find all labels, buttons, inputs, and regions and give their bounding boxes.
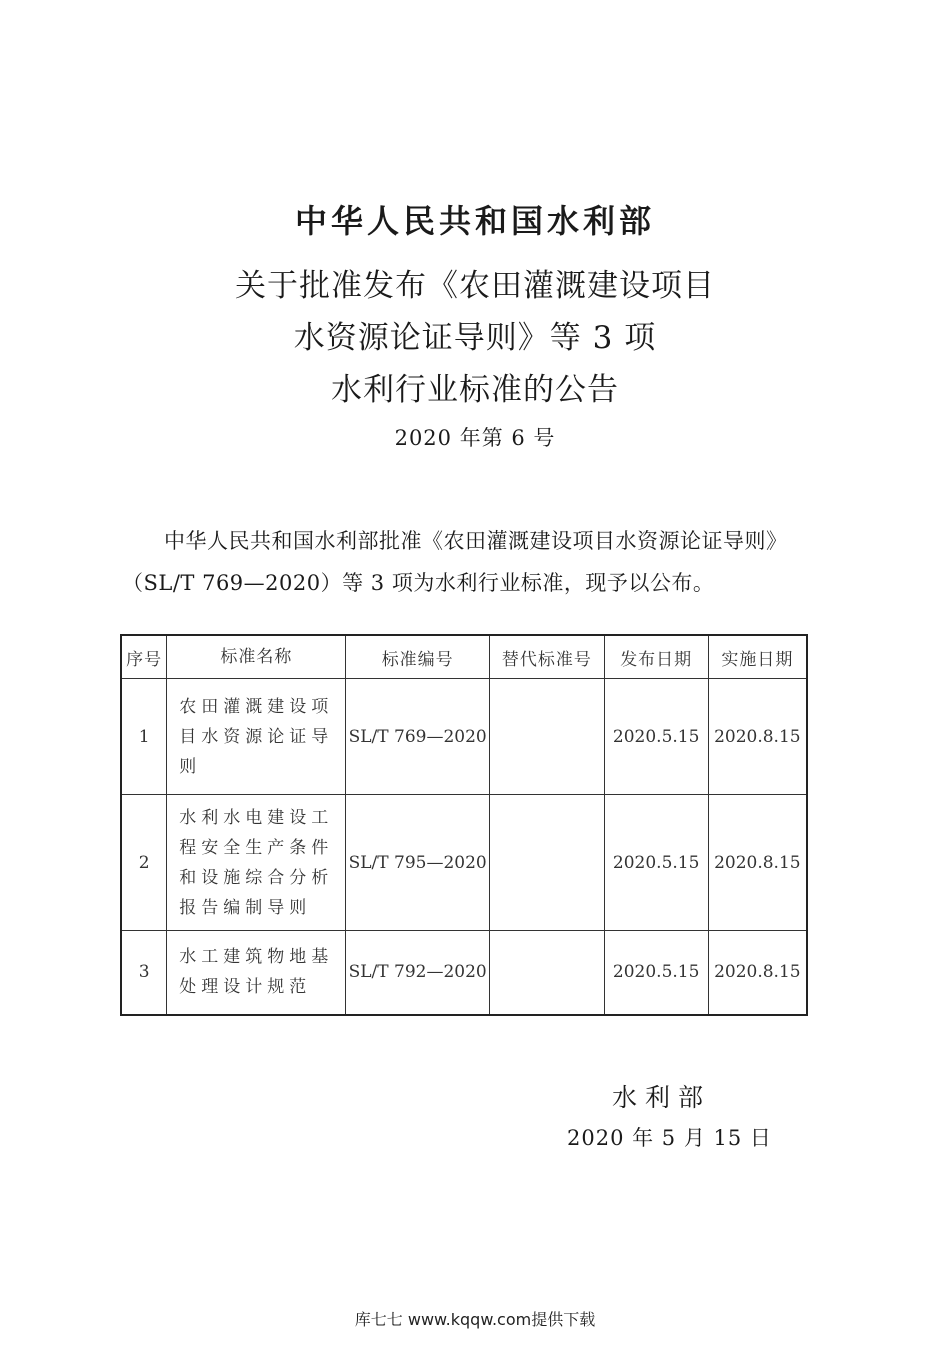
row-number: 2 — [121, 795, 167, 931]
column-header: 序号 — [121, 635, 167, 679]
standard-code: SL/T 795—2020 — [346, 795, 490, 931]
column-header: 标准名称 — [167, 635, 346, 679]
announcement-title — [0, 260, 950, 416]
publish-date: 2020.5.15 — [604, 795, 708, 931]
publish-date: 2020.5.15 — [604, 679, 708, 795]
issuing-organization: 中华人民共和国水利部 — [294, 202, 655, 240]
standard-name: 农田灌溉建设项目水资源论证导则 — [167, 679, 346, 795]
download-footer: 库七七 www.kqqw.com提供下载 — [354, 1310, 596, 1329]
row-number: 3 — [121, 931, 167, 1015]
issuer-signature: 水利部 — [612, 1083, 712, 1112]
title-line: 水资源论证导则》等 3 项 — [293, 320, 657, 356]
effective-date: 2020.8.15 — [708, 679, 807, 795]
body-paragraph: 中华人民共和国水利部批准《农田灌溉建设项目水资源论证导则》（SL/T 769—2020）等 3 项为水利行业标准，现予以公布。 — [122, 529, 788, 595]
standard-code: SL/T 792—2020 — [346, 931, 490, 1015]
table-header-row — [121, 635, 807, 679]
column-header: 标准编号 — [346, 635, 490, 679]
replaced-standard — [489, 679, 604, 795]
row-number: 1 — [121, 679, 167, 795]
column-header: 实施日期 — [708, 635, 807, 679]
table-row — [121, 795, 807, 931]
replaced-standard — [489, 795, 604, 931]
signature-date: 2020 年 5 月 15 日 — [567, 1126, 772, 1150]
publish-date: 2020.5.15 — [604, 931, 708, 1015]
standard-code: SL/T 769—2020 — [346, 679, 490, 795]
standard-name: 水工建筑物地基处理设计规范 — [167, 931, 346, 1015]
replaced-standard — [489, 931, 604, 1015]
standards-table — [120, 634, 808, 1016]
effective-date: 2020.8.15 — [708, 931, 807, 1015]
table-row — [121, 931, 807, 1015]
column-header: 替代标准号 — [489, 635, 604, 679]
title-line: 水利行业标准的公告 — [331, 372, 619, 408]
effective-date: 2020.8.15 — [708, 795, 807, 931]
standard-name: 水利水电建设工程安全生产条件和设施综合分析报告编制导则 — [167, 795, 346, 931]
issue-number: 2020 年第 6 号 — [394, 426, 556, 450]
table-row — [121, 679, 807, 795]
column-header: 发布日期 — [604, 635, 708, 679]
title-line: 关于批准发布《农田灌溉建设项目 — [235, 268, 715, 304]
